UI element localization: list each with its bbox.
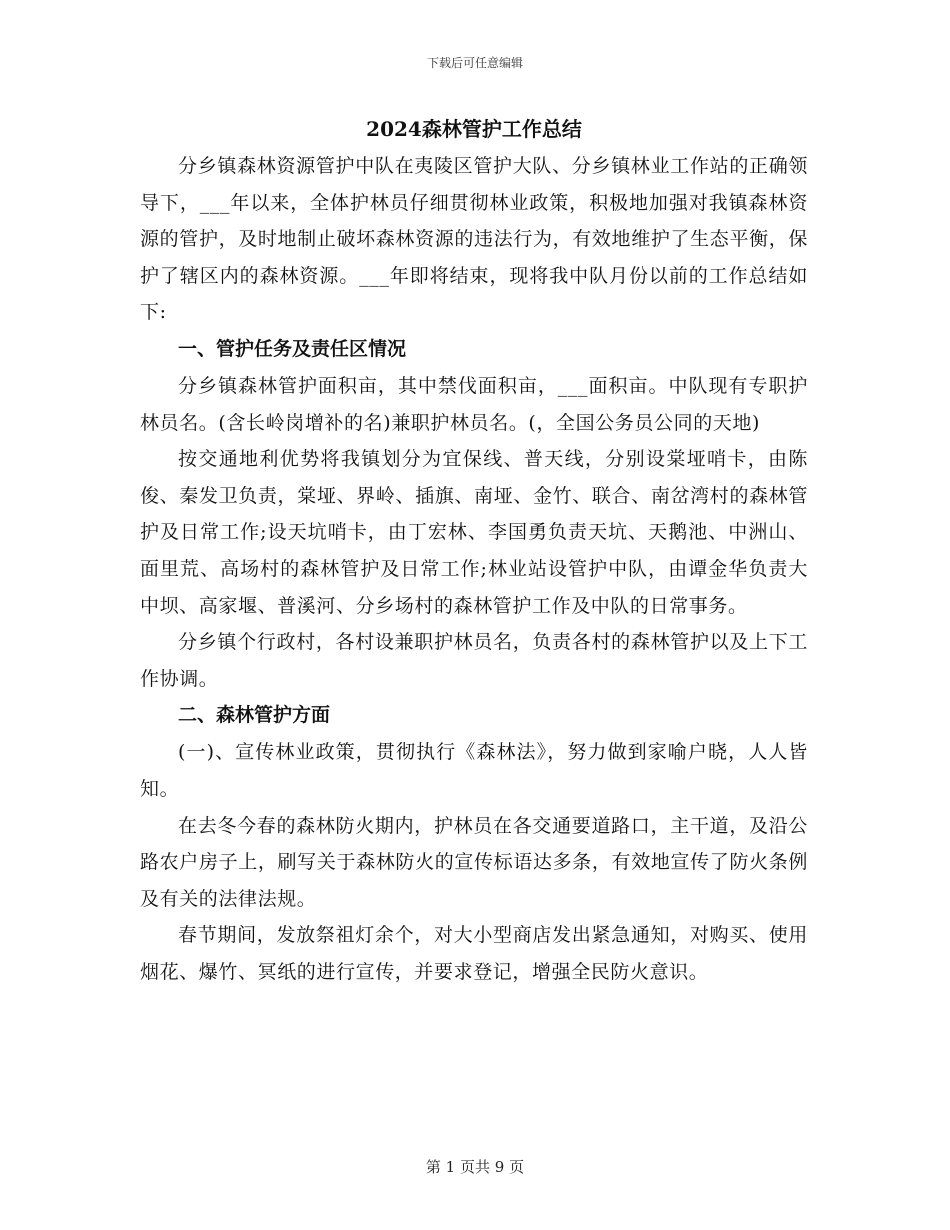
document-body xyxy=(140,112,808,990)
header-note: 下载后可任意编辑 xyxy=(426,56,523,70)
document-blocks xyxy=(140,148,808,990)
paragraph: 在去冬今春的森林防火期内，护林员在各交通要道路口，主干道，及沿公路农户房子上，刷写关于森林防火的宣传标语达多条，有效地宣传了防火条例及有关的法律法规。 xyxy=(140,814,808,910)
document-title: 2024森林管护工作总结 xyxy=(366,117,582,141)
paragraph: 按交通地利优势将我镇划分为宜保线、普天线，分别设棠垭哨卡，由陈俊、秦发卫负责，棠垭、界岭、插旗、南垭、金竹、联合、南岔湾村的森林管护及日常工作;设天坑哨卡，由丁宏林、李国勇负责天坑、天鹅池、中洲山、面里荒、高场村的森林管护及日常工作;林业站设管护中队，由谭金华负责大中坝、高家堰、普溪河、分乡场村的森林管护工作及中队的日常事务。 xyxy=(140,448,808,617)
section-heading: 二、森林管护方面 xyxy=(178,704,331,727)
page-indicator: 第 1 页共 9 页 xyxy=(425,1158,525,1176)
section-heading: 一、管护任务及责任区情况 xyxy=(178,337,407,360)
paragraph: (一)、宣传林业政策，贯彻执行《森林法》，努力做到家喻户晓，人人皆知。 xyxy=(140,741,808,800)
paragraph: 春节期间，发放祭祖灯余个，对大小型商店发出紧急通知，对购买、使用烟花、爆竹、冥纸的进行宣传，并要求登记，增强全民防火意识。 xyxy=(140,924,808,983)
paragraph: 分乡镇森林管护面积亩，其中禁伐面积亩，___面积亩。中队现有专职护林员名。(含长岭岗增补的名)兼职护林员名。(，全国公务员公同的天地) xyxy=(140,374,808,434)
paragraph: 分乡镇森林资源管护中队在夷陵区管护大队、分乡镇林业工作站的正确领导下，___年以来，全体护林员仔细贯彻林业政策，积极地加强对我镇森林资源的管护，及时地制止破坏森林资源的违法行为，有效地维护了生态平衡，保护了辖区内的森林资源。___年即将结束，现将我中队月份以前的工作总结如下: xyxy=(140,155,808,324)
paragraph: 分乡镇个行政村，各村设兼职护林员名，负责各村的森林管护以及上下工作协调。 xyxy=(140,631,808,690)
